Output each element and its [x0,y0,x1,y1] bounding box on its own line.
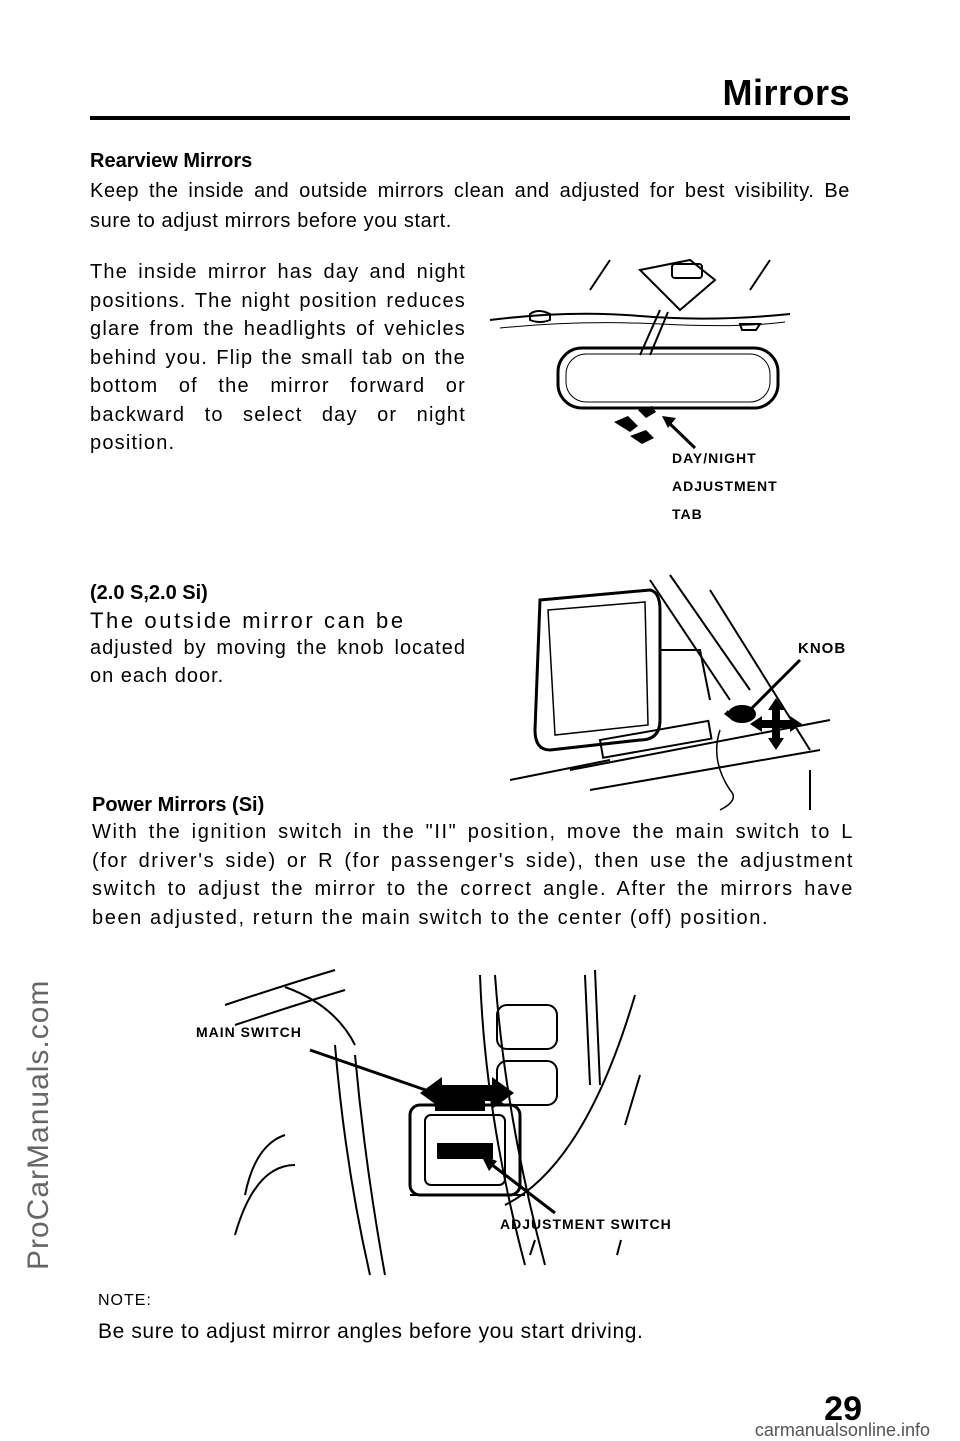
outside-mirror-illustration [510,570,840,810]
power-mirrors-heading: Power Mirrors (Si) [92,794,265,816]
label-line-2: ADJUSTMENT [672,478,778,494]
inside-mirror-text: The inside mirror has day and night positions. The night position reduces glare from the headlights of vehicles behind you. Flip the small tab on the bottom of the mirror forward or backward to select day or night position. [90,261,466,454]
main-switch-label: MAIN SWITCH [196,1024,302,1040]
power-mirrors-text: With the ignition switch in the "II" position, move the main switch to L (for driver's side) or R (for passenger's side), then use the adjustment switch to adjust the mirror to the correct angle. After the mirrors have been adjusted, return the main switch to the center (off) position. [92,821,854,929]
footer-watermark: carmanualsonline.info [754,1420,930,1440]
header-rule [90,116,850,120]
adjustment-switch-label: ADJUSTMENT SWITCH [500,1216,672,1232]
outside-mirror-text: adjusted by moving the knob located on each door. [90,637,466,687]
inside-mirror-illustration [490,250,790,450]
label-line-3: TAB [672,506,703,522]
side-watermark: ProCarManuals.com [22,979,55,1270]
note-text: Be sure to adjust mirror angles before you start driving. [98,1320,644,1343]
power-mirror-switch-illustration [225,965,665,1285]
rearview-intro: Keep the inside and outside mirrors clean and adjusted for best visibility. Be sure to adjust mirrors before you start. [90,180,850,232]
page-title: Mirrors [722,72,850,113]
day-night-tab-label [672,444,778,528]
label-line-1: DAY/NIGHT [672,450,757,466]
outside-mirror-text-line1: The outside mirror can be [90,608,406,633]
rearview-heading: Rearview Mirrors [90,150,253,172]
knob-label: KNOB [798,640,847,657]
outside-mirror-heading: (2.0 S,2.0 Si) [90,582,208,604]
note-label: NOTE: [98,1292,152,1309]
page-number: 29 [824,1390,862,1428]
